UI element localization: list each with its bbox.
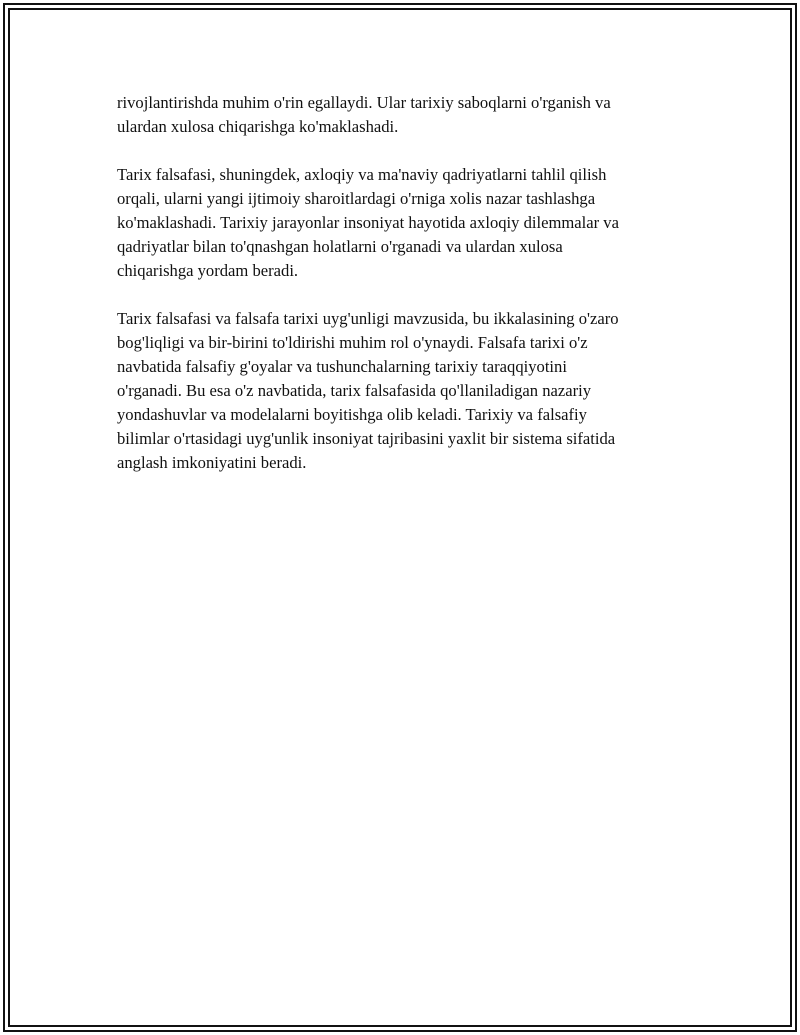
paragraph-line: anglash imkoniyatini beradi. [117, 453, 307, 472]
paragraph-line: bilimlar o'rtasidagi uyg'unlik insoniyat tajribasini yaxlit bir sistema sifatida [117, 429, 616, 448]
paragraph-line: navbatida falsafiy g'oyalar va tushunchalarning tarixiy taraqqiyotini [117, 357, 567, 376]
paragraph-line: qadriyatlar bilan to'qnashgan holatlarni o'rganadi va ulardan xulosa [117, 237, 563, 256]
paragraph-line: o'rganadi. Bu esa o'z navbatida, tarix falsafasida qo'llaniladigan nazariy [117, 381, 592, 400]
paragraph-line: ulardan xulosa chiqarishga ko'maklashadi. [117, 117, 399, 136]
paragraph-3 [117, 307, 687, 475]
paragraph-line: orqali, ularni yangi ijtimoiy sharoitlardagi o'rniga xolis nazar tashlashga [117, 189, 596, 208]
paragraph-line: rivojlantirishda muhim o'rin egallaydi. Ular tarixiy saboqlarni o'rganish va [117, 93, 611, 112]
paragraph-line: chiqarishga yordam beradi. [117, 261, 299, 280]
paragraph-1 [117, 91, 687, 139]
paragraph-2 [117, 163, 687, 283]
paragraph-line: yondashuvlar va modelalarni boyitishga olib keladi. Tarixiy va falsafiy [117, 405, 587, 424]
paragraph-line: ko'maklashadi. Tarixiy jarayonlar insoniyat hayotida axloqiy dilemmalar va [117, 213, 619, 232]
paragraph-line: bog'liqligi va bir-birini to'ldirishi muhim rol o'ynaydi. Falsafa tarixi o'z [117, 333, 588, 352]
paragraph-line: Tarix falsafasi va falsafa tarixi uyg'unligi mavzusida, bu ikkalasining o'zaro [117, 309, 619, 328]
document-body [117, 91, 687, 499]
paragraph-line: Tarix falsafasi, shuningdek, axloqiy va ma'naviy qadriyatlarni tahlil qilish [117, 165, 607, 184]
